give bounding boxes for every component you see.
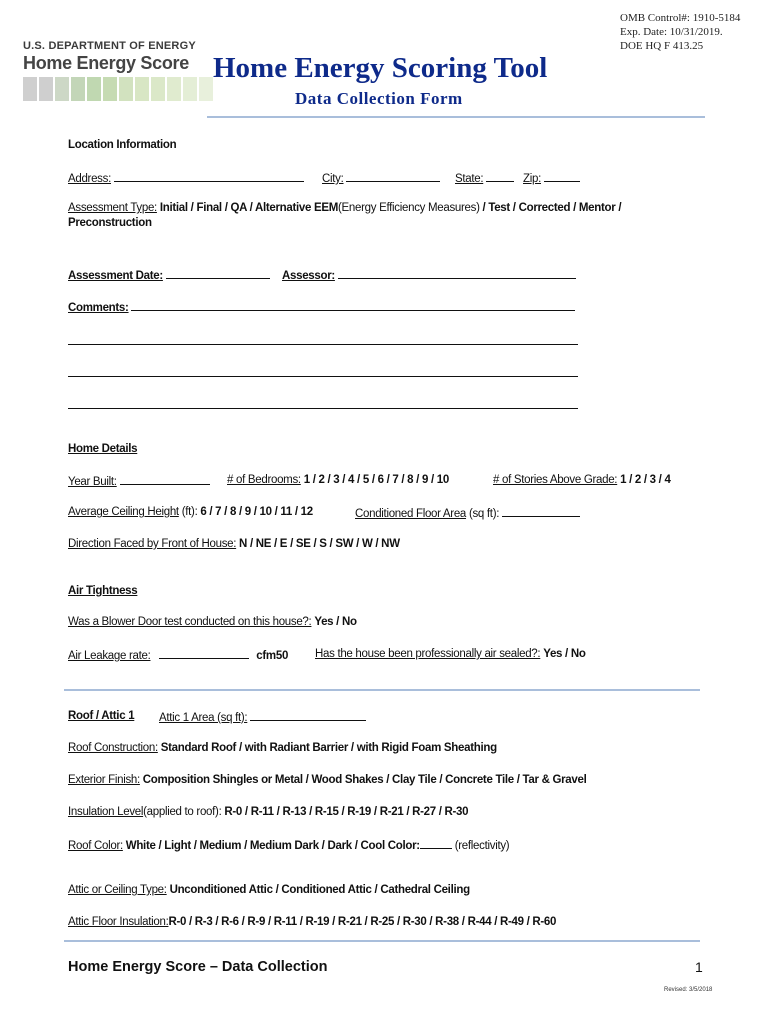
direction-label: Direction Faced by Front of House:: [68, 538, 237, 550]
comments-field[interactable]: [131, 300, 575, 311]
assessment-type-options-2[interactable]: / Test / Corrected / Mentor /: [482, 202, 622, 214]
state-row: [455, 171, 514, 185]
footer-title: Home Energy Score – Data Collection: [68, 959, 328, 975]
exterior-finish-row: [68, 774, 586, 786]
zip-row: [523, 171, 580, 185]
cool-color-field[interactable]: [420, 838, 452, 849]
logo-color-bar: [199, 77, 213, 101]
logo-color-bar: [87, 77, 101, 101]
assessor-label: Assessor:: [282, 270, 335, 282]
page-title: Home Energy Scoring Tool: [213, 52, 548, 84]
direction-row: [68, 538, 400, 550]
address-row: [68, 171, 304, 185]
state-label: State:: [455, 173, 484, 185]
roof-construction-label: Roof Construction:: [68, 742, 158, 754]
logo-color-bar: [167, 77, 181, 101]
attic-area-row: [159, 710, 366, 724]
form-id: DOE HQ F 413.25: [620, 40, 704, 52]
logo-color-bar: [119, 77, 133, 101]
year-built-row: [68, 474, 210, 488]
roof-construction-options[interactable]: Standard Roof / with Radiant Barrier / with Rigid Foam Sheathing: [160, 742, 497, 754]
floor-area-row: [355, 506, 580, 520]
floor-area-label: Conditioned Floor Area: [355, 508, 467, 520]
air-leakage-row: [68, 648, 288, 662]
insulation-level-options[interactable]: R-0 / R-11 / R-13 / R-15 / R-19 / R-21 / R-27 / R-30: [224, 806, 469, 818]
bedrooms-row: [227, 474, 449, 486]
bedrooms-options[interactable]: 1 / 2 / 3 / 4 / 5 / 6 / 7 / 8 / 9 / 10: [303, 474, 449, 486]
blower-door-row: [68, 616, 357, 628]
roof-color-row: [68, 838, 509, 852]
blower-door-options[interactable]: Yes / No: [314, 616, 357, 628]
floor-area-field[interactable]: [502, 506, 580, 517]
attic-floor-label: Attic Floor Insulation:: [68, 916, 169, 928]
assessment-date-field[interactable]: [166, 268, 270, 279]
insulation-level-label: Insulation Level: [68, 806, 144, 818]
air-tightness-heading: Air Tightness: [68, 585, 138, 597]
state-field[interactable]: [486, 171, 514, 182]
comments-line[interactable]: [68, 408, 578, 409]
stories-label: # of Stories Above Grade:: [493, 474, 618, 486]
exterior-finish-label: Exterior Finish:: [68, 774, 140, 786]
exterior-finish-options[interactable]: Composition Shingles or Metal / Wood Shakes / Clay Tile / Concrete Tile / Tar & Gravel: [142, 774, 587, 786]
logo-color-bar: [135, 77, 149, 101]
assessor-field[interactable]: [338, 268, 576, 279]
page-subtitle: Data Collection Form: [295, 89, 463, 108]
section-divider: [64, 689, 700, 691]
year-built-label: Year Built:: [68, 476, 117, 488]
header-divider: [207, 116, 705, 118]
stories-row: [493, 474, 671, 486]
year-built-field[interactable]: [120, 474, 210, 485]
zip-label: Zip:: [523, 173, 541, 185]
city-row: [322, 171, 440, 185]
blower-door-question: Was a Blower Door test conducted on this house?:: [68, 616, 312, 628]
doe-logo: [23, 40, 213, 101]
comments-label: Comments:: [68, 302, 129, 314]
comments-row: [68, 300, 575, 314]
air-leakage-unit: cfm50: [256, 650, 289, 662]
logo-color-bar: [103, 77, 117, 101]
assessment-type-options[interactable]: Initial / Final / QA / Alternative EEM: [159, 202, 339, 214]
city-label: City:: [322, 173, 344, 185]
roof-color-note: (reflectivity): [454, 840, 510, 852]
ceiling-height-label: Average Ceiling Height: [68, 506, 179, 518]
attic-floor-row: [68, 916, 556, 928]
ceiling-height-unit: (ft):: [181, 506, 198, 518]
attic-area-field[interactable]: [250, 710, 366, 721]
roof-color-label: Roof Color:: [68, 840, 123, 852]
logo-color-bar: [151, 77, 165, 101]
assessment-date-row: [68, 268, 270, 282]
logo-color-bar: [183, 77, 197, 101]
logo-color-bars: [23, 77, 213, 101]
air-sealed-question: Has the house been professionally air sealed?:: [315, 648, 541, 660]
zip-field[interactable]: [544, 171, 580, 182]
air-leakage-field[interactable]: [159, 648, 249, 659]
logo-color-bar: [39, 77, 53, 101]
address-label: Address:: [68, 173, 111, 185]
home-details-heading: Home Details: [68, 443, 138, 455]
roof-color-options[interactable]: White / Light / Medium / Medium Dark / Dark / Cool Color:: [125, 840, 420, 852]
air-leakage-label: Air Leakage rate:: [68, 650, 151, 662]
insulation-level-row: [68, 806, 468, 818]
program-name: Home Energy Score: [23, 53, 189, 73]
location-heading: Location Information: [68, 139, 177, 151]
logo-color-bar: [55, 77, 69, 101]
roof-construction-row: [68, 742, 497, 754]
omb-control-number: OMB Control#: 1910-5184: [620, 12, 741, 24]
stories-options[interactable]: 1 / 2 / 3 / 4: [620, 474, 671, 486]
address-field[interactable]: [114, 171, 304, 182]
air-sealed-row: [315, 648, 586, 660]
ceiling-height-row: [68, 506, 313, 518]
assessment-type-label: Assessment Type:: [68, 202, 157, 214]
insulation-level-note: (applied to roof):: [143, 806, 222, 818]
assessor-row: [282, 268, 576, 282]
assessment-type-row: [68, 202, 621, 214]
logo-color-bar: [23, 77, 37, 101]
floor-area-unit: (sq ft):: [468, 508, 500, 520]
bedrooms-label: # of Bedrooms:: [227, 474, 301, 486]
attic-area-label: Attic 1 Area (sq ft):: [159, 712, 248, 724]
roof-attic-heading: Roof / Attic 1: [68, 710, 135, 722]
footer-divider: [64, 940, 700, 942]
logo-color-bar: [71, 77, 85, 101]
city-field[interactable]: [346, 171, 440, 182]
assessment-type-options-3[interactable]: Preconstruction: [68, 217, 152, 229]
air-sealed-options[interactable]: Yes / No: [543, 648, 586, 660]
expiration-date: Exp. Date: 10/31/2019.: [620, 26, 723, 38]
attic-type-options[interactable]: Unconditioned Attic / Conditioned Attic / Cathedral Ceiling: [169, 884, 470, 896]
agency-name: U.S. DEPARTMENT OF ENERGY: [23, 40, 196, 52]
revised-date: Revised: 3/5/2018: [664, 987, 713, 993]
direction-options[interactable]: N / NE / E / SE / S / SW / W / NW: [239, 538, 400, 550]
comments-line[interactable]: [68, 376, 578, 377]
assessment-type-note: (Energy Efficiency Measures): [338, 202, 480, 214]
comments-line[interactable]: [68, 344, 578, 345]
attic-type-label: Attic or Ceiling Type:: [68, 884, 167, 896]
assessment-date-label: Assessment Date:: [68, 270, 163, 282]
page-number: 1: [695, 959, 703, 975]
attic-floor-options[interactable]: R-0 / R-3 / R-6 / R-9 / R-11 / R-19 / R-21 / R-25 / R-30 / R-38 / R-44 / R-49 / R-60: [168, 916, 557, 928]
attic-type-row: [68, 884, 470, 896]
ceiling-height-options[interactable]: 6 / 7 / 8 / 9 / 10 / 11 / 12: [200, 506, 313, 518]
